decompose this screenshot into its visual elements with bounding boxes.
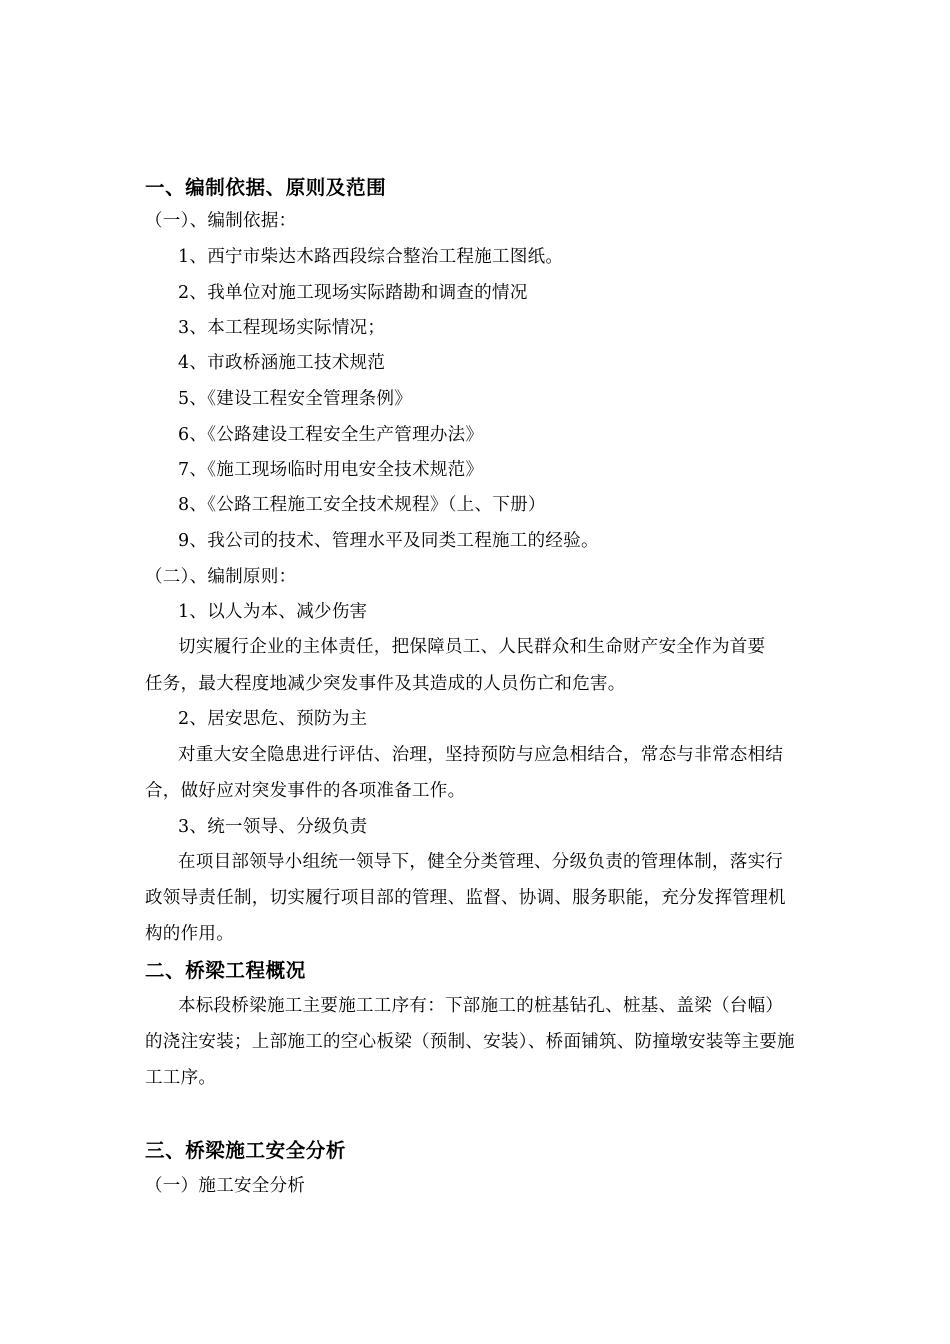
principles-heading: （二）、编制原则： — [145, 567, 297, 587]
principle-title: 3、统一领导、分级负责 — [178, 817, 368, 837]
basis-item: 7、《施工现场临时用电安全技术规范》 — [178, 460, 484, 480]
principle-title: 2、居安思危、预防为主 — [178, 709, 368, 729]
basis-item: 6、《公路建设工程安全生产管理办法》 — [178, 425, 484, 445]
section-2-text: 工工序。 — [145, 1068, 217, 1088]
basis-item: 2、我单位对施工现场实际踏勘和调查的情况 — [178, 283, 528, 303]
section-1-title: 一、编制依据、原则及范围 — [145, 176, 387, 199]
section-3-subheading: （一）施工安全分析 — [145, 1176, 306, 1196]
principle-title: 1、以人为本、减少伤害 — [178, 602, 368, 622]
basis-item: 1、西宁市柴达木路西段综合整治工程施工图纸。 — [178, 247, 564, 267]
principle-text: 切实履行企业的主体责任，把保障员工、人民群众和生命财产安全作为首要 — [178, 637, 766, 657]
basis-item: 9、我公司的技术、管理水平及同类工程施工的经验。 — [178, 531, 599, 551]
section-2-title: 二、桥梁工程概况 — [145, 959, 306, 982]
principle-text: 构的作用。 — [145, 924, 234, 944]
basis-item: 3、本工程现场实际情况； — [178, 318, 386, 338]
basis-item: 5、《建设工程安全管理条例》 — [178, 389, 413, 409]
principle-text: 在项目部领导小组统一领导下，健全分类管理、分级负责的管理体制，落实行 — [178, 852, 784, 872]
basis-item: 4、市政桥涵施工技术规范 — [178, 353, 386, 373]
principle-text: 对重大安全隐患进行评估、治理，坚持预防与应急相结合，常态与非常态相结 — [178, 745, 784, 765]
section-2-text: 本标段桥梁施工主要施工工序有：下部施工的桩基钻孔、桩基、盖梁（台幅） — [178, 996, 784, 1016]
principle-text: 任务，最大程度地减少突发事件及其造成的人员伤亡和危害。 — [145, 674, 626, 694]
principle-text: 合，做好应对突发事件的各项准备工作。 — [145, 781, 466, 801]
section-2-text: 的浇注安装；上部施工的空心板梁（预制、安装）、桥面铺筑、防撞墩安装等主要施 — [145, 1032, 795, 1052]
section-3-title: 三、桥梁施工安全分析 — [145, 1139, 347, 1162]
principle-text: 政领导责任制，切实履行项目部的管理、监督、协调、服务职能，充分发挥管理机 — [145, 888, 786, 908]
basis-item: 8、《公路工程施工安全技术规程》（上、下册） — [178, 495, 546, 515]
basis-heading: （一）、编制依据： — [145, 211, 297, 231]
